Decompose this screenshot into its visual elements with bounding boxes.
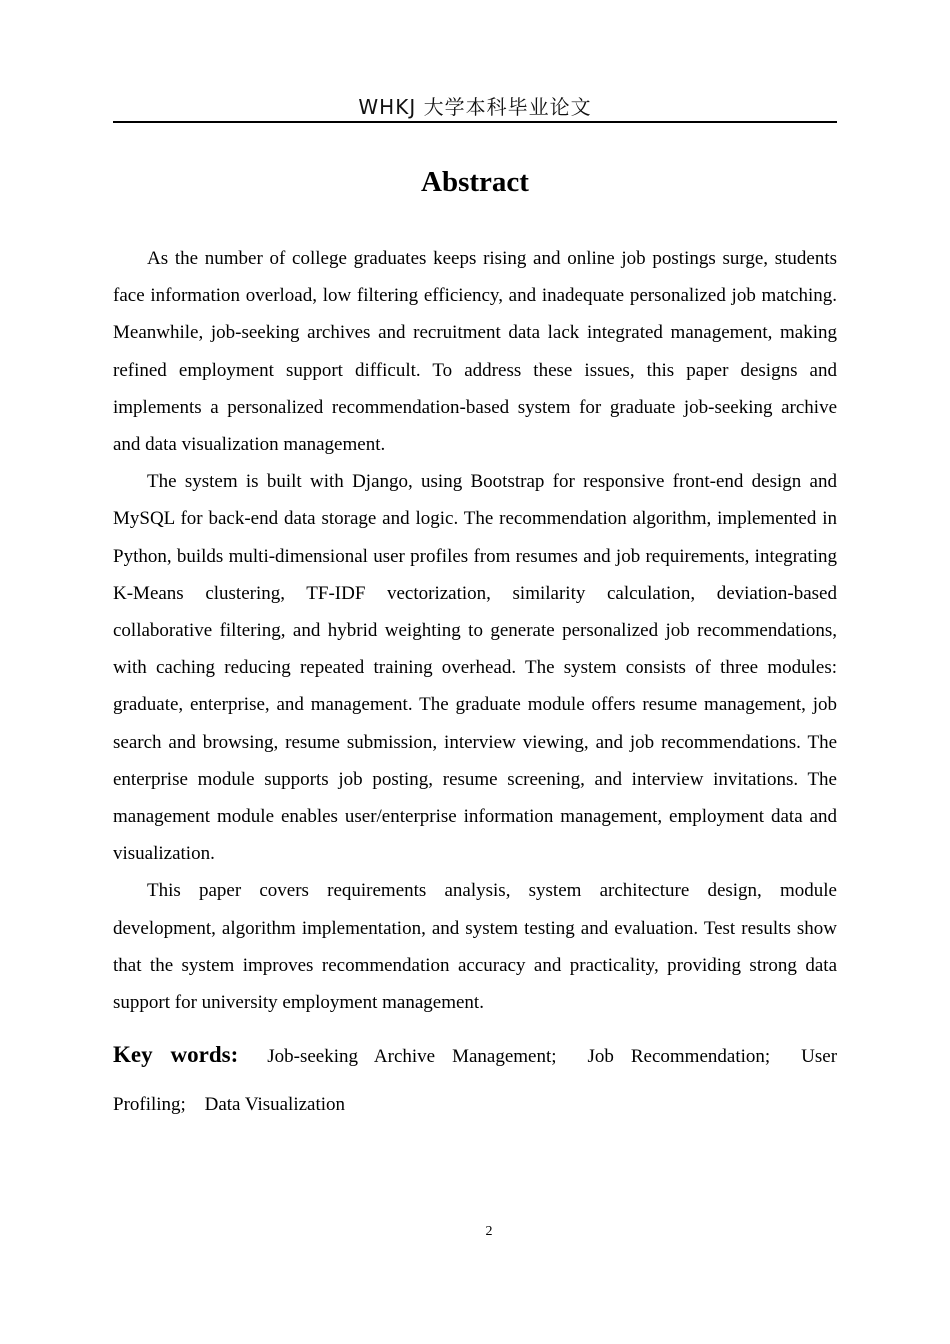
header-rule (113, 121, 837, 123)
abstract-body (113, 240, 837, 1021)
abstract-paragraph-3: This paper covers requirements analysis, system architecture design, module development, algorithm implementation, and system testing and evaluation. Test results show that the system improves recommendation accuracy and practicality, providing strong data support for university employment management. (113, 880, 837, 1014)
keywords-label: Key words: (113, 1042, 239, 1067)
abstract-title: Abstract (421, 166, 529, 198)
keyword-item: Job-seeking Archive Management; (267, 1046, 557, 1067)
page-number: 2 (485, 1224, 493, 1239)
running-header: WHKJ 大学本科毕业论文 (358, 95, 592, 119)
abstract-paragraph-1: As the number of college graduates keeps rising and online job postings surge, students face information overload, low filtering efficiency, and inadequate personalized job matching. Meanwhile, job-seeking archives and recruitment data lack integrated management, making refined employment support difficult. To address these issues, this paper designs and implements a personalized recommendation-based system for graduate job-seeking archive and data visualization management. (113, 248, 837, 456)
keywords-section (113, 1031, 837, 1129)
keyword-item: Job Recommendation; (587, 1046, 771, 1067)
keyword-item: User Profiling; (113, 1046, 838, 1115)
abstract-paragraph-2: The system is built with Django, using Bootstrap for responsive front-end design and MySQL for back-end data storage and logic. The recommendation algorithm, implemented in Python, builds multi-dimensional user profiles from resumes and job requirements, integrating K-Means clustering, TF-IDF vectorization, similarity calculation, deviation-based collaborative filtering, and hybrid weighting to generate personalized job recommendations, with caching reducing repeated training overhead. The system consists of three modules: graduate, enterprise, and management. The graduate module offers resume management, job search and browsing, resume submission, interview viewing, and job recommendations. The enterprise module supports job posting, resume screening, and interview invitations. The management module enables user/enterprise information management, employment data and visualization. (113, 471, 837, 865)
keyword-item: Data Visualization (204, 1094, 346, 1115)
